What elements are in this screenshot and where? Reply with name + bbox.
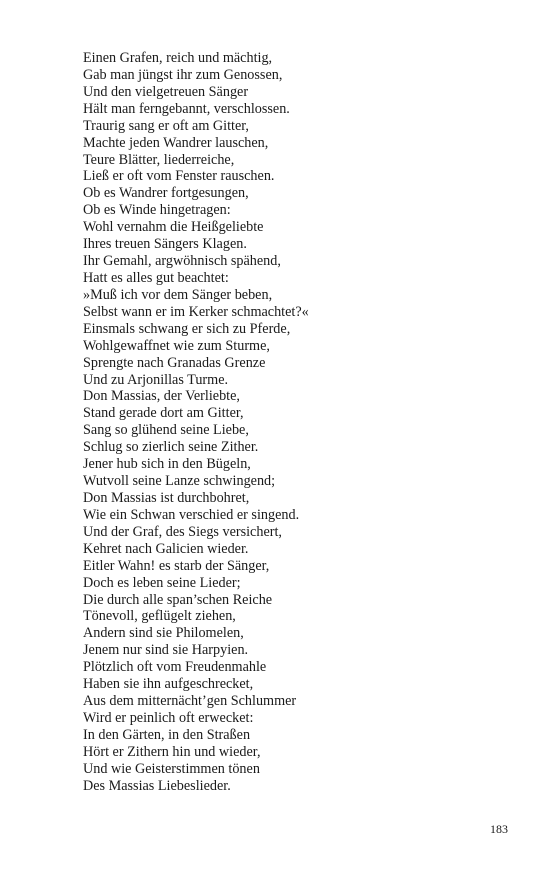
poem-line: Einen Grafen, reich und mächtig, bbox=[83, 50, 273, 66]
poem-line: Und zu Arjonillas Turme. bbox=[83, 371, 229, 388]
poem-line: Jener hub sich in den Bügeln, bbox=[83, 456, 251, 473]
poem-line: Hört er Zithern hin und wieder, bbox=[83, 743, 261, 760]
poem-line: Tönevoll, geflügelt ziehen, bbox=[83, 608, 236, 625]
poem-line: Einsmals schwang er sich zu Pferde, bbox=[83, 320, 291, 337]
poem-line: Andern sind sie Philomelen, bbox=[83, 625, 244, 642]
poem-line: Traurig sang er oft am Gitter, bbox=[83, 117, 249, 134]
poem-line: Ließ er oft vom Fenster rauschen. bbox=[83, 168, 275, 185]
poem-line: Und den vielgetreuen Sänger bbox=[83, 83, 249, 100]
poem-line: Machte jeden Wandrer lauschen, bbox=[83, 134, 269, 151]
poem-line: Gab man jüngst ihr zum Genossen, bbox=[83, 66, 283, 83]
poem-line: Don Massias, der Verliebte, bbox=[83, 388, 240, 405]
poem-line: Plötzlich oft vom Freudenmahle bbox=[83, 659, 267, 676]
poem-line: Hält man ferngebannt, verschlossen. bbox=[83, 100, 290, 117]
poem-line: Teure Blätter, liederreiche, bbox=[83, 151, 235, 168]
poem-line: Aus dem mitternächt’gen Schlummer bbox=[83, 693, 297, 710]
page-number: 183 bbox=[490, 822, 508, 836]
poem-line: Und wie Geisterstimmen tönen bbox=[83, 760, 260, 777]
poem-line: Haben sie ihn aufgeschrecket, bbox=[83, 676, 254, 693]
poem-line: Wird er peinlich oft erwecket: bbox=[83, 709, 254, 726]
poem-line: Wohlgewaffnet wie zum Sturme, bbox=[83, 337, 270, 354]
poem-line: Sang so glühend seine Liebe, bbox=[83, 422, 249, 439]
poem-line: Wie ein Schwan verschied er singend. bbox=[83, 506, 300, 523]
poem-line: Die durch alle span’schen Reiche bbox=[83, 591, 273, 608]
poem-line: Don Massias ist durchbohret, bbox=[83, 489, 250, 506]
poem-line: In den Gärten, in den Straßen bbox=[83, 726, 251, 743]
poem-line: »Muß ich vor dem Sänger beben, bbox=[83, 286, 273, 303]
poem-line: Ihr Gemahl, argwöhnisch spähend, bbox=[83, 253, 281, 270]
poem-line: Stand gerade dort am Gitter, bbox=[83, 405, 244, 422]
poem-line: Schlug so zierlich seine Zither. bbox=[83, 439, 259, 456]
poem-line: Hatt es alles gut beachtet: bbox=[83, 269, 229, 286]
poem-line: Ob es Winde hingetragen: bbox=[83, 202, 231, 219]
poem-line: Kehret nach Galicien wieder. bbox=[83, 540, 249, 557]
poem-line: Des Massias Liebeslieder. bbox=[83, 777, 231, 794]
poem-line: Ihres treuen Sängers Klagen. bbox=[83, 236, 247, 253]
poem-line: Und der Graf, des Siegs versichert, bbox=[83, 523, 282, 540]
poem-line: Jenem nur sind sie Harpyien. bbox=[83, 642, 249, 659]
poem-line: Sprengte nach Granadas Grenze bbox=[83, 354, 266, 371]
poem-line: Ob es Wandrer fortgesungen, bbox=[83, 185, 249, 202]
poem-line: Doch es leben seine Lieder; bbox=[83, 574, 241, 591]
poem-line: Selbst wann er im Kerker schmachtet?« bbox=[83, 303, 309, 320]
poem-line: Wohl vernahm die Heißgeliebte bbox=[83, 219, 264, 236]
poem-line: Eitler Wahn! es starb der Sänger, bbox=[83, 557, 270, 574]
poem-text bbox=[83, 50, 523, 795]
poem-line: Wutvoll seine Lanze schwingend; bbox=[83, 473, 276, 490]
